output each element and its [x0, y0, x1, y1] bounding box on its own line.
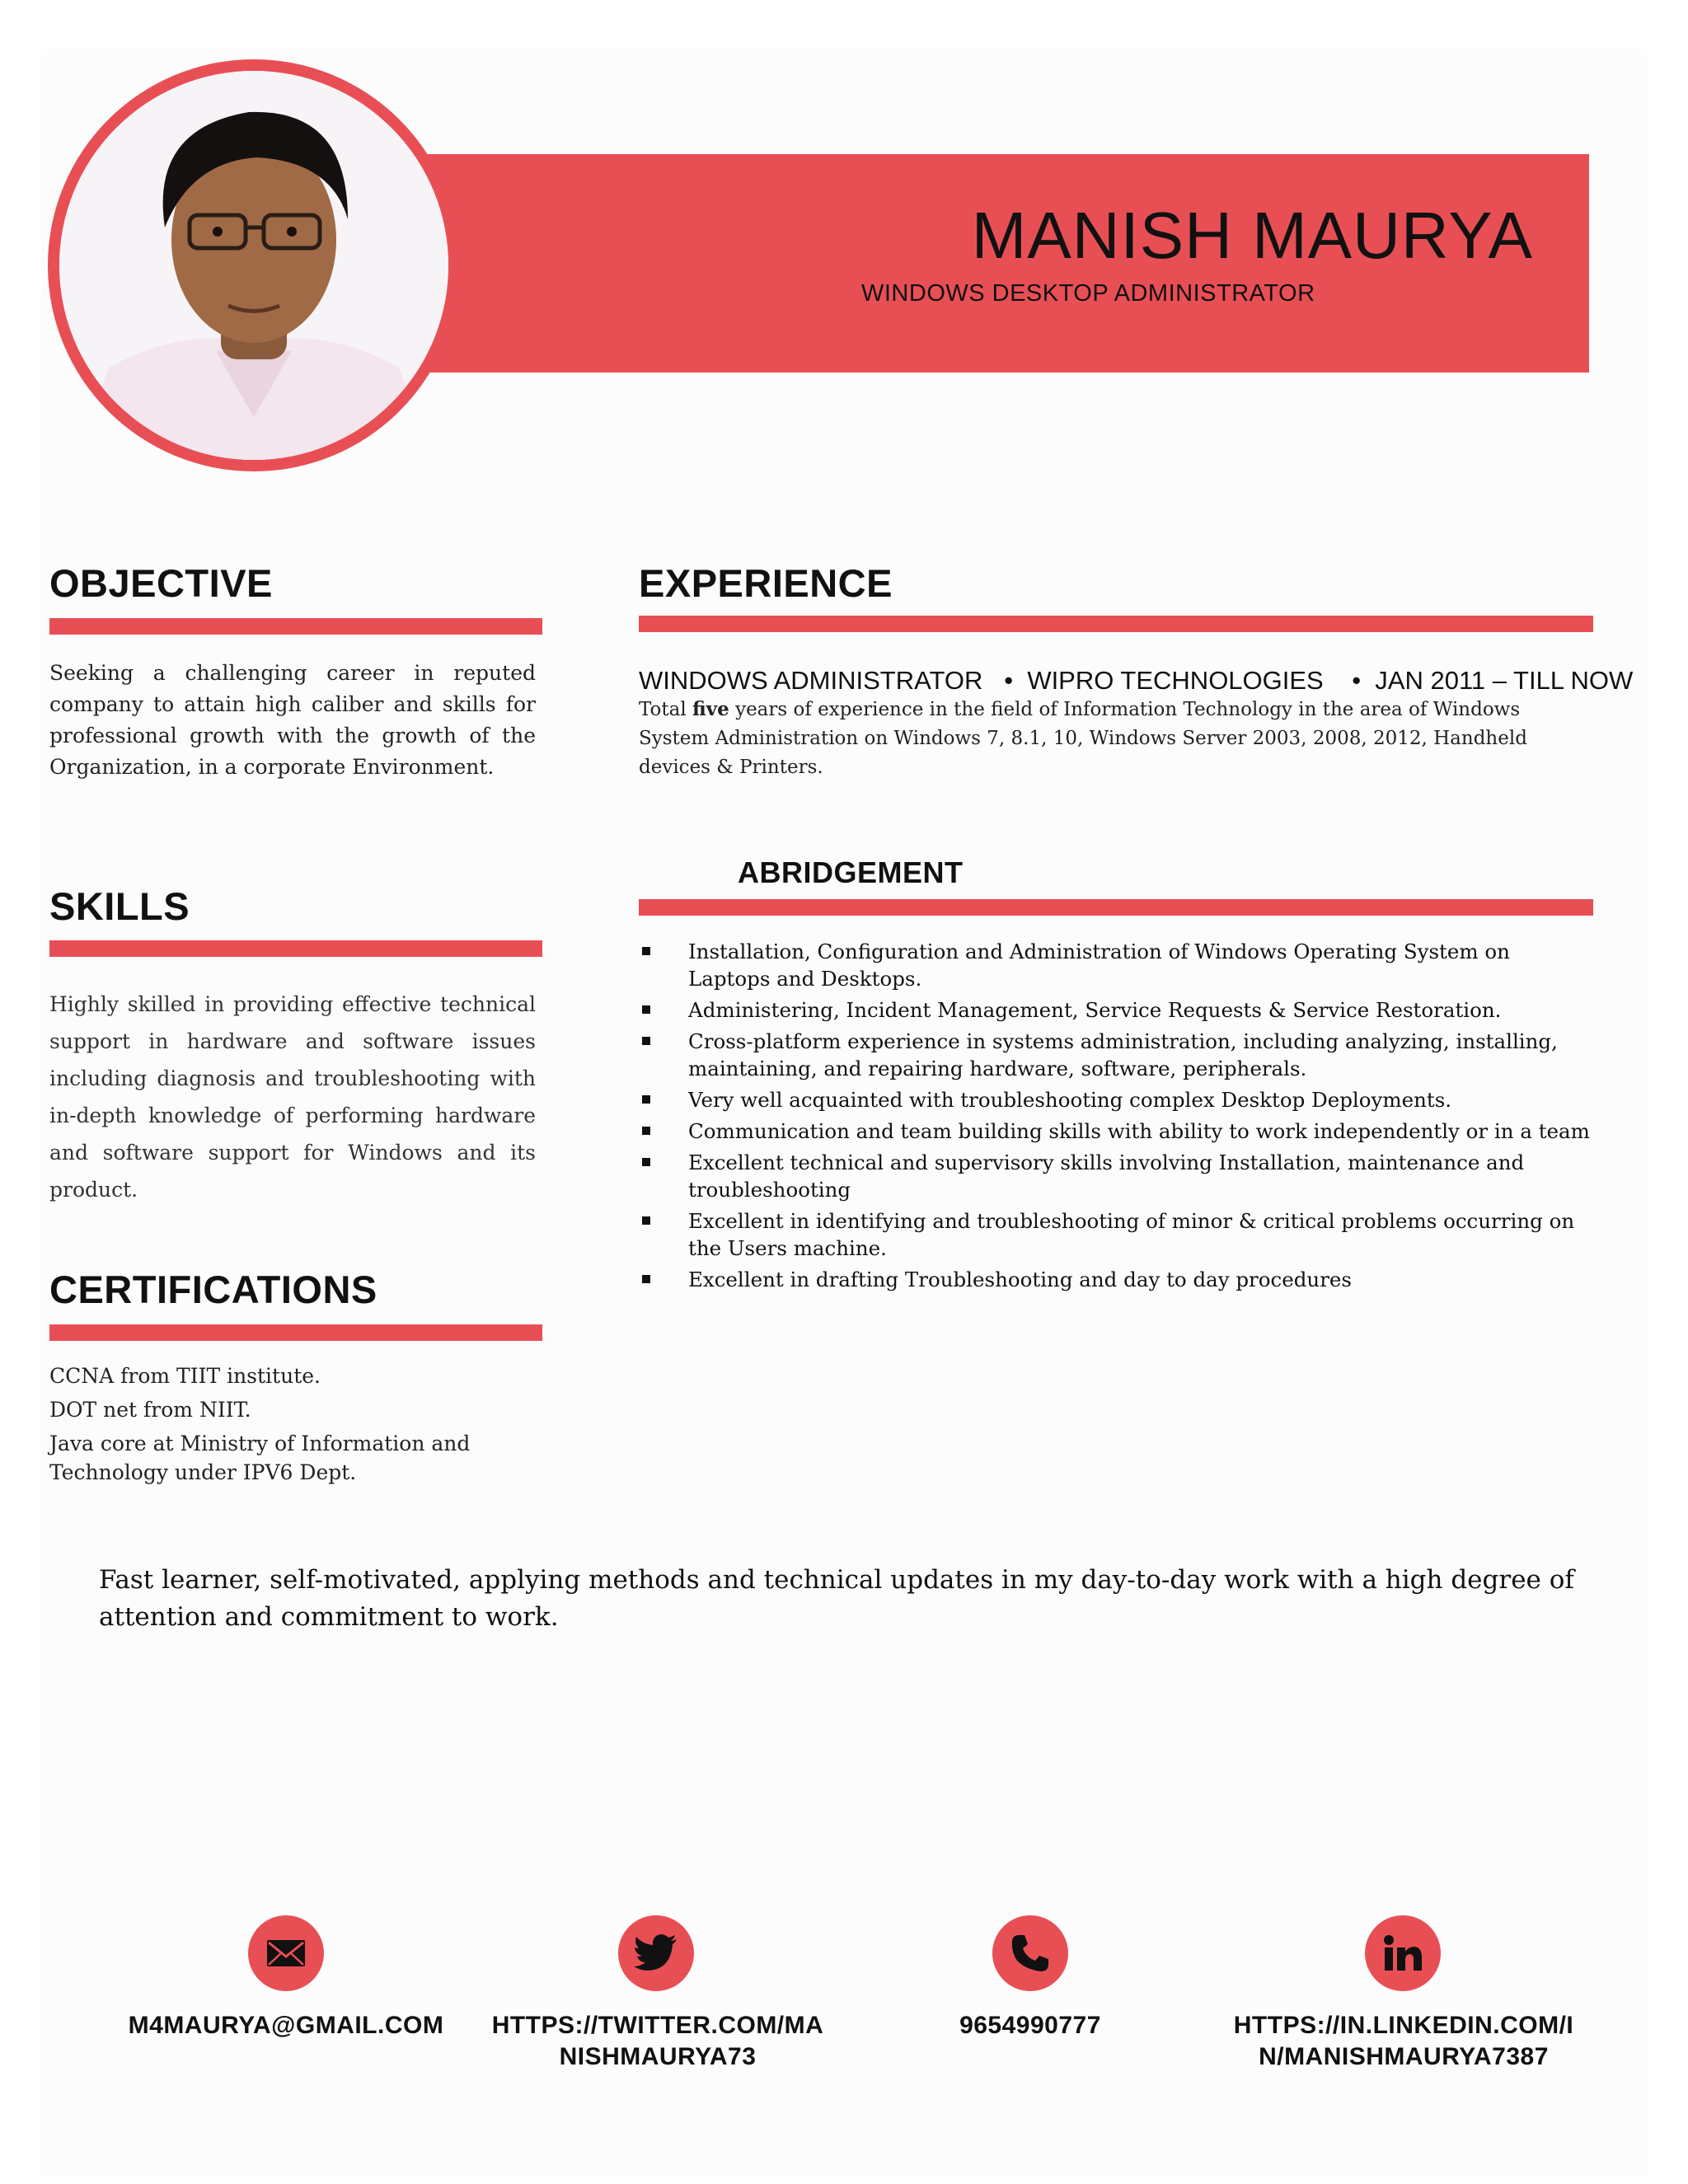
skills-text: Highly skilled in providing effective technical support in hardware and software issues including diagnosis and troubleshooting with in-depth knowledge of performing hardware and software support for Windows and its product.: [49, 992, 536, 1202]
list-item: Excellent in drafting Troubleshooting and day to day procedures: [688, 1266, 1595, 1293]
certifications-list: [49, 1361, 495, 1487]
list-item: Installation, Configuration and Administration of Windows Operating System on Laptops and Desktops.: [688, 938, 1595, 992]
list-item: Excellent in identifying and troubleshooting of minor & critical problems occurring on the Users machine.: [688, 1207, 1595, 1262]
abridgement-list: [688, 938, 1595, 1297]
objective-divider: [49, 618, 542, 635]
experience-desc-text: years of experience in the field of Information Technology in the area of Windows System Administration on Windows 7, 8.1, 10, Windows Server 2003, 2008, 2012, Handheld devices & Printers.: [639, 699, 1527, 778]
candidate-title: WINDOWS DESKTOP ADMINISTRATOR: [861, 280, 1315, 307]
email-link[interactable]: M4MAURYA@GMAIL.COM: [128, 2012, 444, 2039]
experience-heading: EXPERIENCE: [639, 561, 893, 605]
objective-heading: OBJECTIVE: [49, 561, 273, 605]
list-item: Very well acquainted with troubleshooting complex Desktop Deployments.: [688, 1086, 1595, 1113]
experience-description: [639, 695, 1593, 782]
list-item: Excellent technical and supervisory skills involving Installation, maintenance and troubleshooting: [688, 1149, 1595, 1203]
job-period: JAN 2011 – TILL NOW: [1375, 666, 1634, 695]
profile-photo: [59, 71, 448, 460]
twitter-url-line: HTTPS://TWITTER.COM/MA: [491, 2012, 824, 2039]
experience-desc-text: Total: [639, 699, 693, 720]
certification-item: DOT net from NIIT.: [49, 1398, 251, 1422]
bullet-separator: •: [1330, 666, 1368, 695]
abridgement-divider: [639, 899, 1593, 916]
job-role: WINDOWS ADMINISTRATOR: [639, 666, 983, 695]
skills-heading: SKILLS: [49, 884, 190, 928]
abridgement-heading: ABRIDGEMENT: [738, 855, 964, 889]
job-company: WIPRO TECHNOLOGIES: [1027, 666, 1324, 695]
phone-number[interactable]: 9654990777: [959, 2012, 1101, 2039]
closing-statement: Fast learner, self-motivated, applying methods and technical updates in my day-to-day work with a high degree of attention and commitment to work.: [99, 1565, 1574, 1632]
candidate-name: MANISH MAURYA: [971, 199, 1533, 272]
twitter-link[interactable]: [485, 2010, 831, 2073]
list-item: Administering, Incident Management, Service Requests & Service Restoration.: [688, 996, 1595, 1024]
experience-years: five: [692, 698, 729, 720]
experience-divider: [639, 616, 1593, 632]
list-item: Cross-platform experience in systems administration, including analyzing, installing, maintaining, and repairing hardware, software, peripherals.: [688, 1028, 1595, 1082]
certifications-divider: [49, 1324, 542, 1341]
skills-divider: [49, 940, 542, 957]
certifications-heading: CERTIFICATIONS: [49, 1268, 377, 1311]
portrait-illustration: [59, 71, 448, 460]
twitter-url-line: NISHMAURYA73: [559, 2043, 757, 2070]
job-summary-line: [639, 666, 1633, 696]
phone-icon[interactable]: [992, 1915, 1068, 1991]
objective-text: Seeking a challenging career in reputed company to attain high caliber and skills for professional growth with the growth of the Organization, in a corporate Environment.: [49, 661, 536, 779]
linkedin-link[interactable]: [1231, 2010, 1577, 2073]
twitter-icon[interactable]: [618, 1915, 694, 1991]
linkedin-url-line: HTTPS://IN.LINKEDIN.COM/I: [1233, 2012, 1574, 2039]
linkedin-url-line: N/MANISHMAURYA7387: [1259, 2043, 1549, 2070]
bullet-separator: •: [989, 666, 1020, 695]
certification-item: Java core at Ministry of Information and Technology under IPV6 Dept.: [49, 1432, 471, 1484]
linkedin-icon[interactable]: [1365, 1915, 1441, 1991]
list-item: Communication and team building skills with ability to work independently or in a team: [688, 1118, 1595, 1145]
certification-item: CCNA from TIIT institute.: [49, 1364, 321, 1388]
email-icon[interactable]: [248, 1915, 324, 1991]
